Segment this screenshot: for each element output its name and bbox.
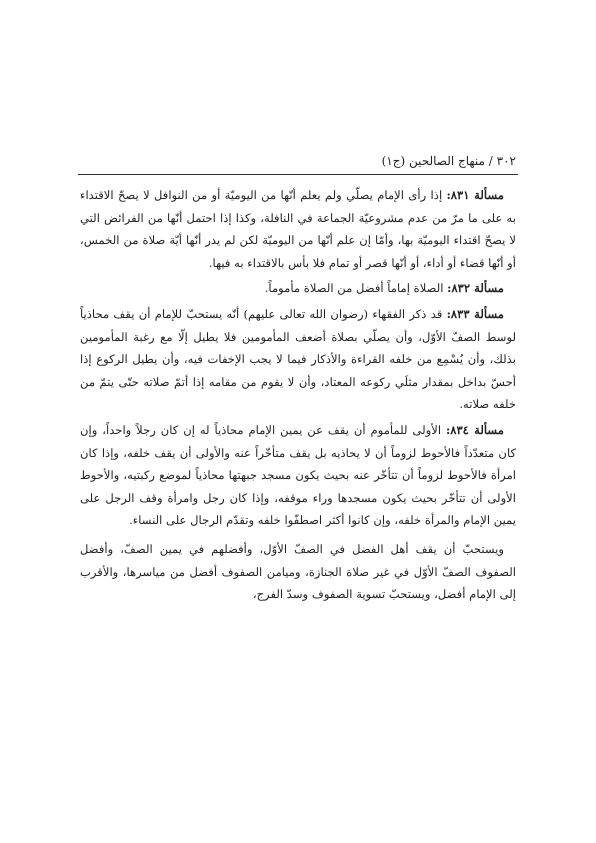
issue-text: الأولى للمأموم أن يقف عن يمين الإمام محاذياً له إن كان رجلاً واحداً، وإن كان متعدّداً فالأحوط لزوماً أن لا يحاذيه بل يقف متأخّراً عنه والأولى أن يقف خلفه، وإذا كان امرأة فالأحوط لزوماً أن تتأخّر عنه بحيث يكون مسجد جبهتها محاذياً لموضع ركبتيه، والأحوط الأولى أن تتأخّر بحيث يكون مسجدها وراء موقفه، وإذا كان رجل وامرأة وقف الرجل على يمين الإمام والمرأة خلفه، وإن كانوا أكثر اصطفّوا خلفه وتقدّم الرجال على النساء. <box>80 422 516 528</box>
issue-label: مسألة ٨٣١: <box>446 188 504 202</box>
continuation-paragraph <box>80 538 516 606</box>
issue-paragraph-832 <box>80 277 516 300</box>
issue-label: مسألة ٨٣٢: <box>447 281 504 296</box>
issue-label: مسألة ٨٣٣: <box>446 306 504 321</box>
header-divider <box>78 174 518 175</box>
issue-text: إذا رأى الإمام يصلّي ولم يعلم أنّها من اليوميّة أو من النوافل لا يصحّ الاقتداء به على ما مرّ من عدم مشروعيّة الجماعة في النافلة، وكذا إذا احتمل أنّها من الفرائض التي لا يصحّ اقتداء اليوميّة بها، وأمّا إن علم أنّها من اليوميّة لكن لم يدر أنّها أيّة صلاة من الخمس، أو أنّها قضاء أو أداء، أو أنّها قصر أو تمام فلا بأس بالاقتداء به فيها. <box>80 188 516 270</box>
issue-paragraph-831 <box>80 184 516 274</box>
paragraph-text: ويستحبّ أن يقف أهل الفضل في الصفّ الأوّل، وأفضلهم في يمين الصفّ، وأفضل الصفوف الصفّ الأوّل في غير صلاة الجنازة، وميامن الصفوف أفضل من مياسرها، والأقرب إلى الإمام أفضل، ويستحبّ تسوية الصفوف وسدّ الفرج، <box>80 541 516 602</box>
issue-label: مسألة ٨٣٤: <box>445 422 504 437</box>
page-body <box>80 184 516 609</box>
issue-paragraph-833 <box>80 303 516 416</box>
issue-text: قد ذكر الفقهاء (رضوان الله تعالى عليهم) أنّه يستحبّ للإمام أن يقف محاذياً لوسط الصفّ الأوّل، وأن يصلّي بصلاة أضعف المأمومين فلا يطيل إلّا مع رغبة المأمومين بذلك، وأن يُسْمِع من خلفه القراءة والأذكار فيما لا يجب الإخفات فيه، وأن يطيل الركوع إذا أحسّ بداخل بمقدار مثلَي ركوعه المعتاد، وأن لا يقوم من مقامه إذا أتمّ صلاته حتّى يتمّ من خلفه صلاته. <box>80 306 516 412</box>
issue-paragraph-834 <box>80 419 516 532</box>
running-header: ٣٠٢ / منهاج الصالحين (ج١) <box>381 154 516 168</box>
issue-text: الصلاة إماماً أفضل من الصلاة مأموماً. <box>264 281 448 296</box>
